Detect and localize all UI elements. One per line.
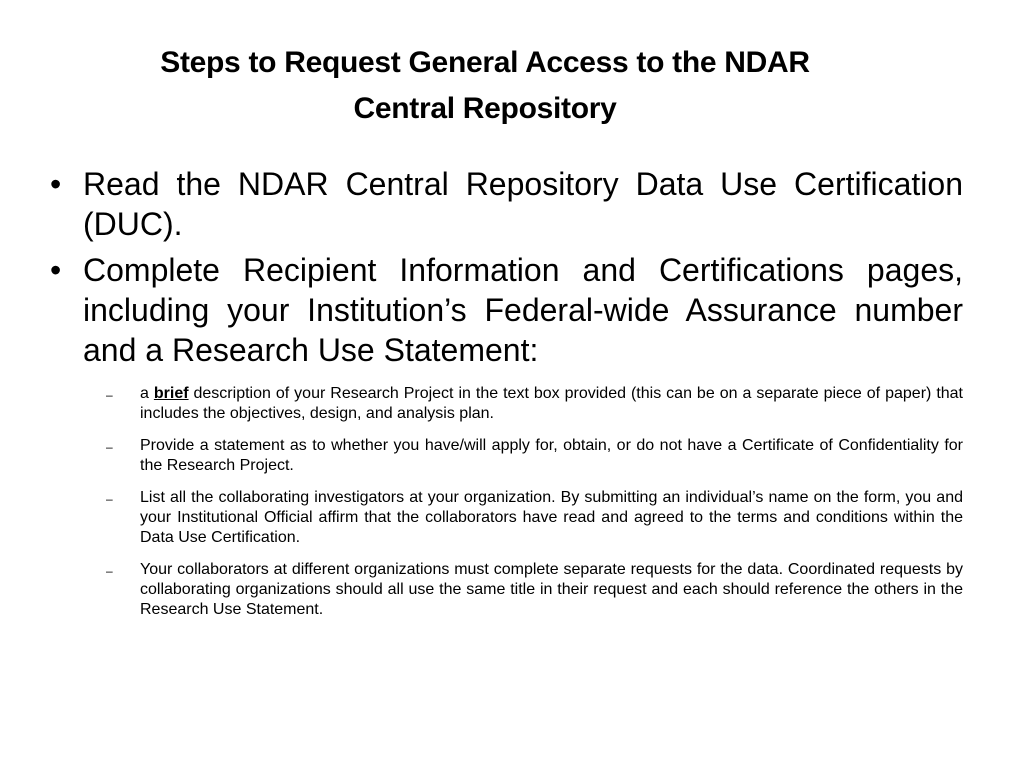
bullet-text: Read the NDAR Central Repository Data Use Certification (DUC).	[83, 166, 963, 242]
sub-bullet-text: Provide a statement as to whether you have/will apply for, obtain, or do not have a Certificate of Confidentiality for the Research Project.	[140, 437, 963, 474]
title-line-1: Steps to Request General Access to the NDAR	[160, 46, 810, 79]
bullet-text: Complete Recipient Information and Certifications pages, including your Institution’s Federal-wide Assurance number and a Research Use Statement:	[83, 252, 963, 368]
sub-bullet-prefix: a	[140, 385, 154, 402]
sub-bullet-item	[106, 436, 963, 476]
sub-bullet-item	[106, 560, 963, 620]
sub-bullet-list	[50, 384, 963, 620]
bullet-item	[50, 250, 963, 370]
dash-icon: –	[106, 388, 113, 402]
bullet-list	[50, 164, 963, 632]
sub-bullet-text: Your collaborators at different organizations must complete separate requests for the data. Coordinated requests by collaborating organizations should all use the same title in their request and each should reference the others in the Research Use Statement.	[140, 561, 963, 618]
dash-icon: –	[106, 564, 113, 578]
slide-title	[60, 40, 910, 132]
sub-bullet-item	[106, 488, 963, 548]
dash-icon: –	[106, 440, 113, 454]
sub-bullet-text: description of your Research Project in the text box provided (this can be on a separate piece of paper) that includes the objectives, design, and analysis plan.	[140, 385, 964, 422]
bullet-dot-icon: •	[50, 252, 62, 288]
dash-icon: –	[106, 492, 113, 506]
sub-bullet-text: List all the collaborating investigators at your organization. By submitting an individual’s name on the form, you and your Institutional Official affirm that the collaborators have read and agreed to the terms and conditions within the Data Use Certification.	[140, 489, 963, 546]
sub-bullet-emphasis: brief	[153, 385, 189, 402]
title-line-2: Central Repository	[353, 92, 617, 125]
bullet-item	[50, 164, 963, 244]
sub-bullet-item	[106, 384, 963, 424]
bullet-dot-icon: •	[50, 166, 62, 202]
